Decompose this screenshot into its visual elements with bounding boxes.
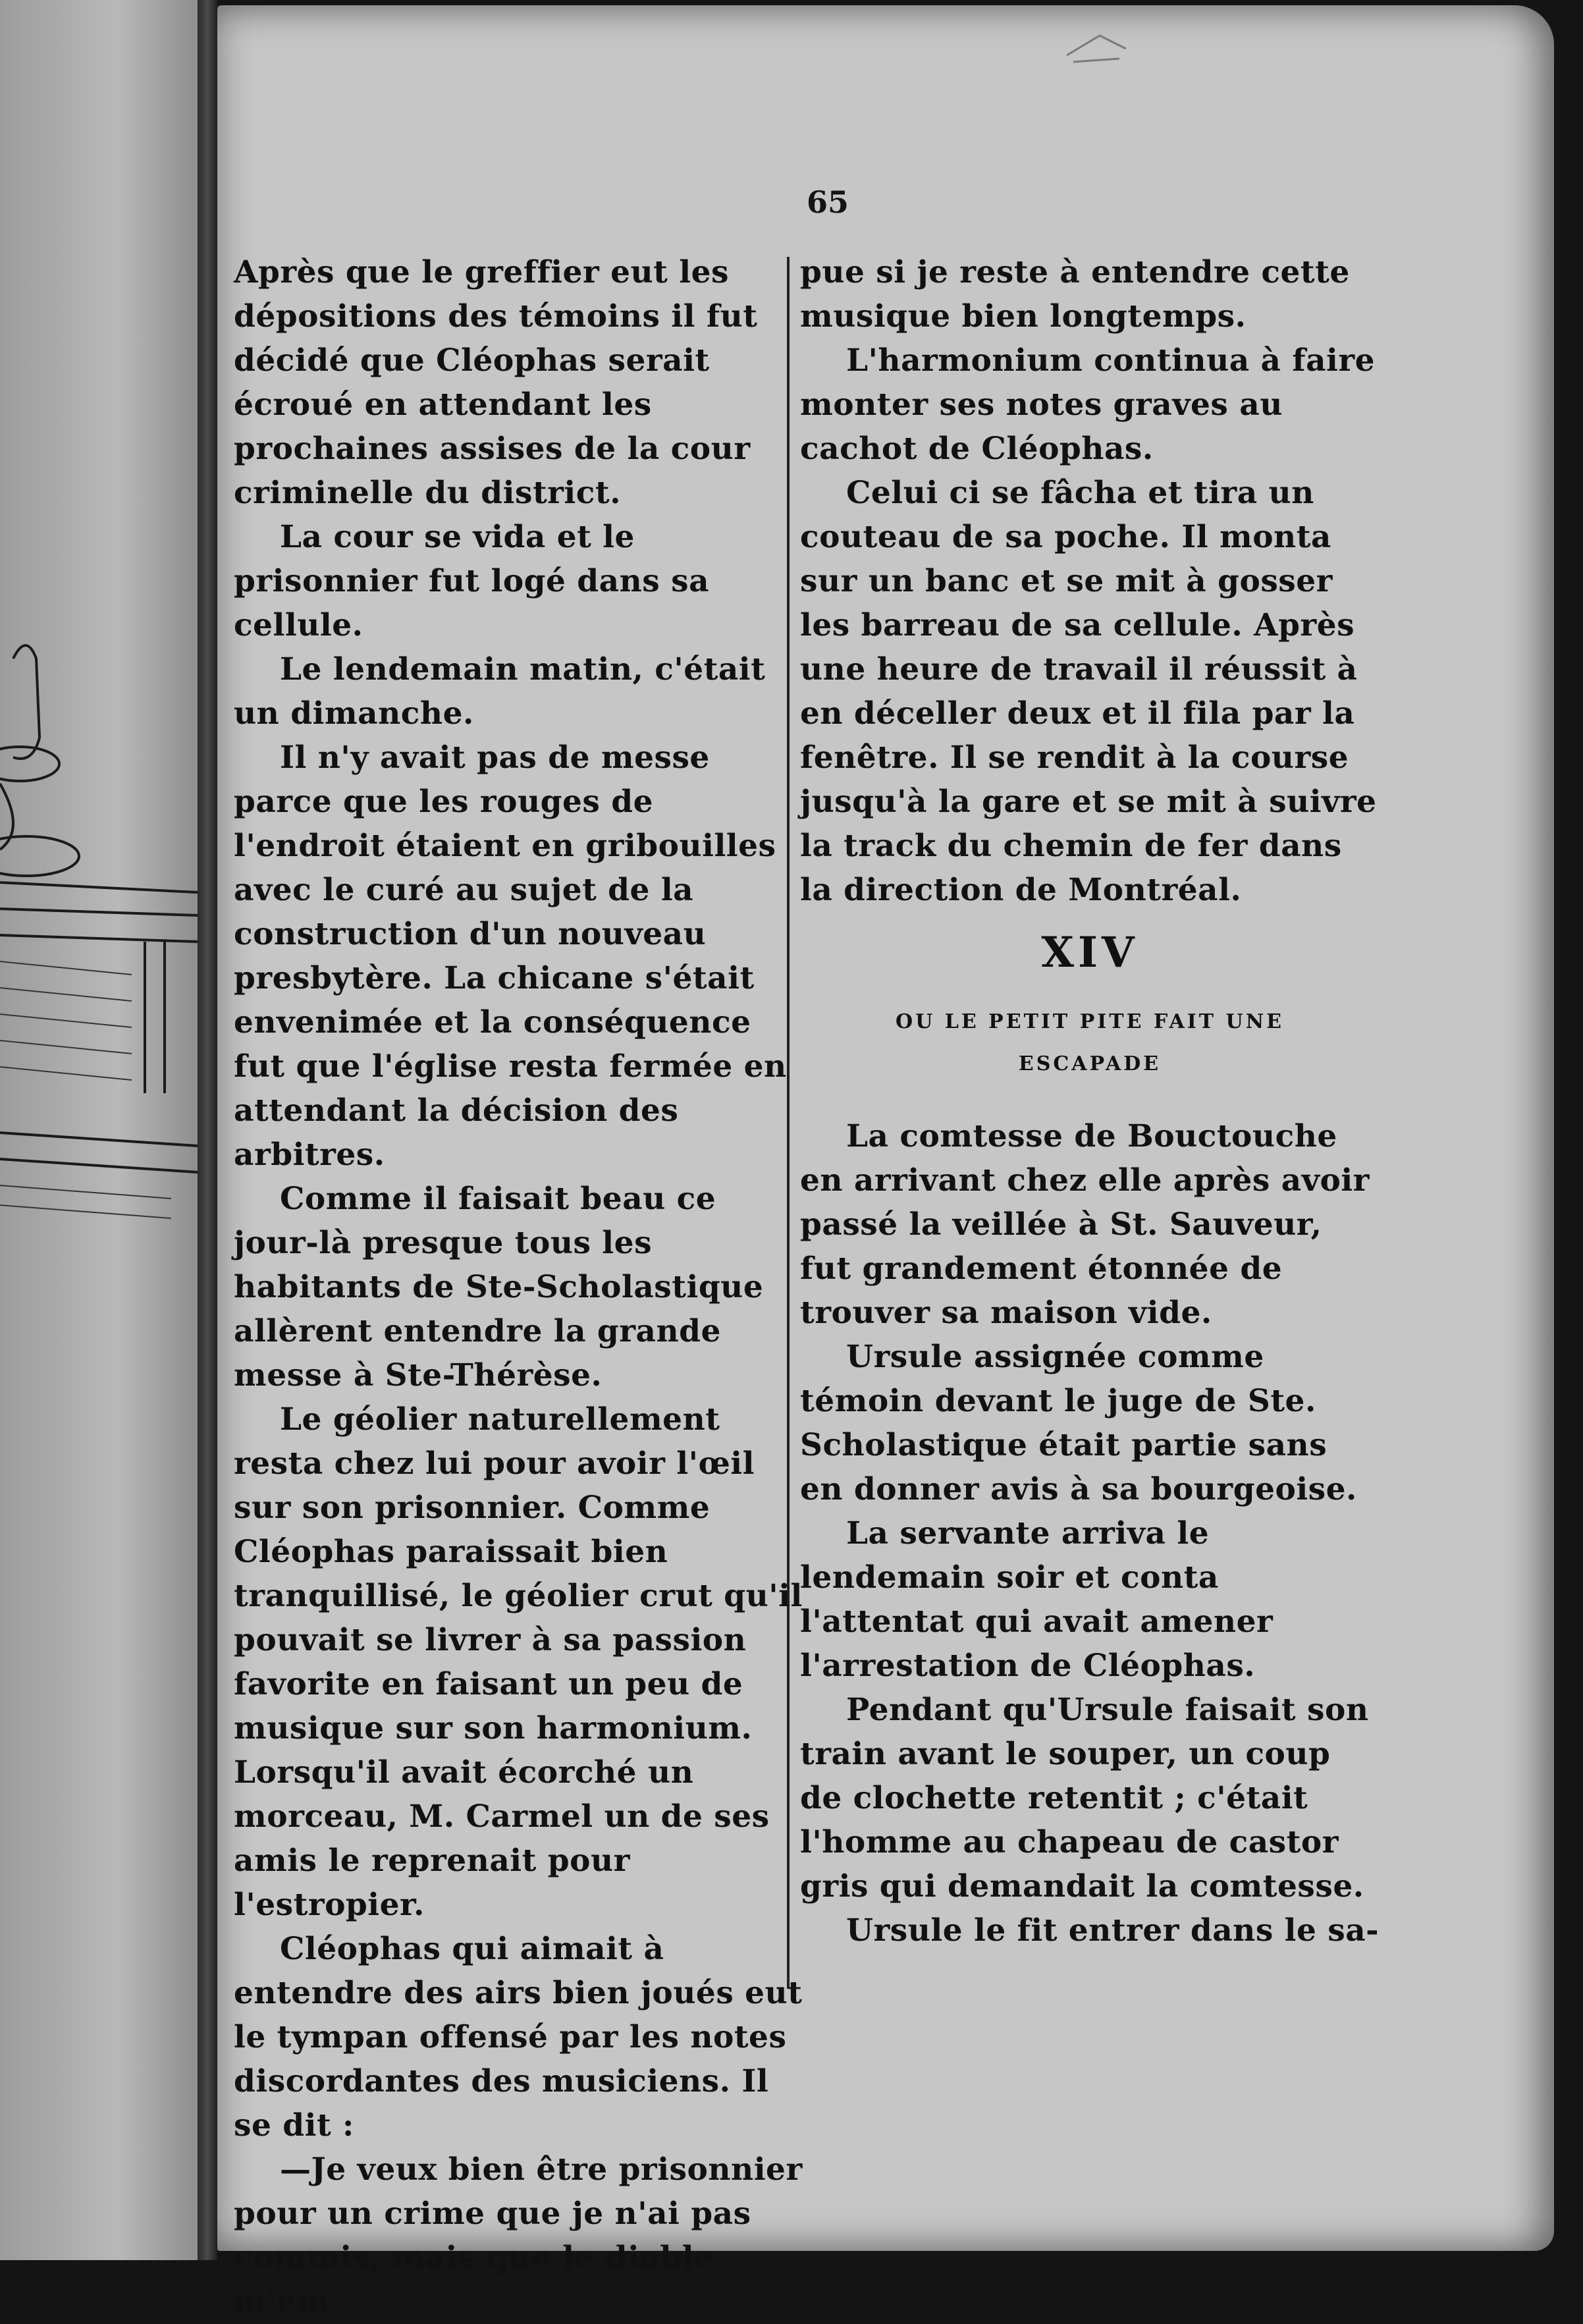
page-number: 65 bbox=[807, 184, 849, 220]
paragraph: Il n'y avait pas de messe parce que les rouges de l'endroit étaient en gribouilles avec le curé au sujet de la construction d'un nouveau presbytère. La chicane s'était envenimée et la conséquence fut que l'église resta fermée en attendant la décision des arbitres. bbox=[234, 740, 787, 1173]
chapter-title-line: ESCAPADE bbox=[1018, 1052, 1162, 1075]
paragraph: Le lendemain matin, c'était un dimanche. bbox=[234, 651, 766, 732]
right-text-column bbox=[800, 250, 1380, 1953]
paragraph: La comtesse de Bouctouche en arrivant chez elle après avoir passé la veillée à St. Sauveur, fut grandement étonnée de trouver sa maison vide. bbox=[800, 1118, 1370, 1331]
paragraph: Le géolier naturellement resta chez lui pour avoir l'œil sur son prisonnier. Comme Cléophas paraissait bien tranquillisé, le géolier crut qu'il pouvait se livrer à sa passion favorite en faisant un peu de musique sur son harmonium. Lorsqu'il avait écorché un morceau, M. Carmel un de ses amis le reprenait pour l'estropier. bbox=[234, 1401, 803, 1923]
paragraph: Celui ci se fâcha et tira un couteau de sa poche. Il monta sur un banc et se mit à gosser les barreau de sa cellule. Après une heure de travail il réussit à en déceller deux et il fila par la fenêtre. Il se rendit à la course jusqu'à la gare et se mit à suivre la track du chemin de fer dans la direction de Montréal. bbox=[800, 475, 1377, 908]
paragraph: La cour se vida et le prisonnier fut logé dans sa cellule. bbox=[234, 519, 710, 643]
chapter-title bbox=[800, 1001, 1380, 1085]
paragraph: Pendant qu'Ursule faisait son train avant le souper, un coup de clochette retentit ; c'était l'homme au chapeau de castor gris qui demandait la comtesse. bbox=[800, 1692, 1369, 1905]
chapter-body-paragraphs bbox=[800, 1114, 1380, 1953]
paragraph: Après que le greffier eut les dépositions des témoins il fut décidé que Cléophas serait écroué en attendant les prochaines assises de la cour criminelle du district. bbox=[234, 254, 758, 511]
pencil-mark bbox=[1060, 29, 1139, 68]
left-text-column bbox=[234, 250, 807, 2324]
paragraph: Cléophas qui aimait à entendre des airs bien joués eut le tympan offensé par les notes discordantes des musiciens. Il se dit : bbox=[234, 1931, 803, 2144]
lamp-illustration bbox=[0, 632, 198, 1225]
paragraph: La servante arriva le lendemain soir et conta l'attentat qui avait amener l'arrestation de Cléophas. bbox=[800, 1515, 1274, 1684]
right-column-paragraphs bbox=[800, 250, 1380, 912]
book-gutter bbox=[198, 0, 217, 2260]
paragraph: Comme il faisait beau ce jour-là presque tous les habitants de Ste-Scholastique allèrent entendre la grande messe à Ste-Thérèse. bbox=[234, 1181, 764, 1393]
paragraph: —Je veux bien être prisonnier pour un crime que je n'ai pas commis, mais que le diable m'em- bbox=[234, 2151, 803, 2320]
paragraph: Ursule le fit entrer dans le sa- bbox=[846, 1912, 1380, 1949]
paragraph: Ursule assignée comme témoin devant le juge de Ste. Scholastique était partie sans en donner avis à sa bourgeoise. bbox=[800, 1339, 1357, 1507]
chapter-title-line: OU LE PETIT PITE FAIT UNE bbox=[896, 1010, 1284, 1033]
paragraph: L'harmonium continua à faire monter ses notes graves au cachot de Cléophas. bbox=[800, 342, 1376, 467]
chapter-number: XIV bbox=[1041, 928, 1139, 977]
facing-page-edge bbox=[0, 0, 198, 2260]
paragraph: pue si je reste à entendre cette musique bien longtemps. bbox=[800, 254, 1350, 335]
